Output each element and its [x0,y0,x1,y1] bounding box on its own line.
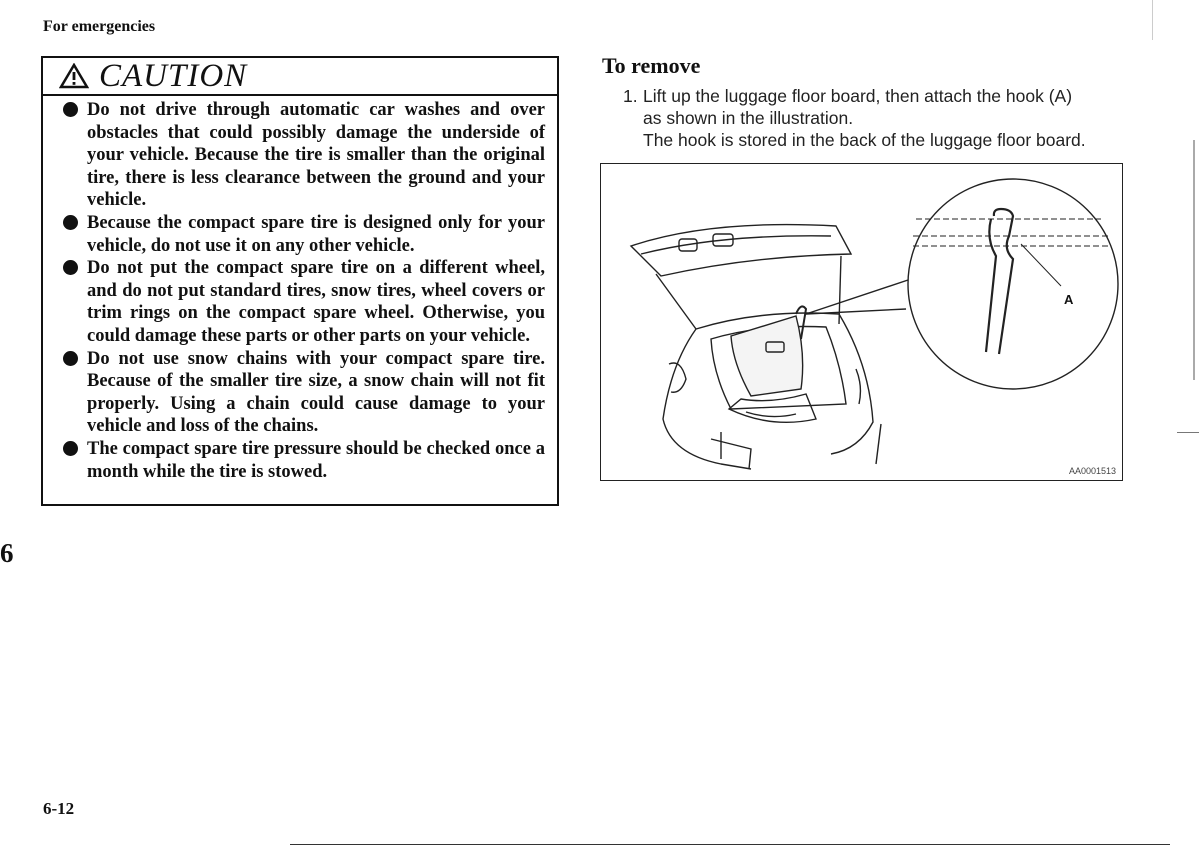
bullet-icon [63,351,78,366]
bullet-icon [63,260,78,275]
margin-mark [1152,0,1153,40]
car-hatch-drawing [601,164,1123,481]
bullet-icon [63,102,78,117]
caution-box [41,56,559,506]
caution-header [43,58,557,96]
step-number: 1. [623,86,638,106]
caution-item-text: The compact spare tire pressure should be checked once a month while the tire is stowed. [87,438,545,482]
page-number: 6-12 [43,799,75,818]
caution-item [63,348,545,438]
figure-code: AA0001513 [1068,466,1116,476]
hook-illustration [600,163,1123,481]
page-edge-shadow [1193,140,1195,380]
caution-item [63,212,545,257]
bullet-icon [63,215,78,230]
caution-title: CAUTION [99,57,248,94]
step-line [623,85,1128,107]
hook-callout-label: A [1064,292,1074,307]
caution-item-text: Because the compact spare tire is designed only for your vehicle, do not use it on any other vehicle. [87,212,545,256]
step-1 [623,85,1128,151]
bottom-rule [290,844,1170,845]
margin-tick [1177,432,1199,433]
step-line: The hook is stored in the back of the luggage floor board. [643,130,1086,150]
running-header: For emergencies [43,18,156,35]
chapter-number: 6 [0,538,14,568]
caution-item [63,438,545,483]
step-line: as shown in the illustration. [643,108,854,128]
step-text: Lift up the luggage floor board, then attach the hook (A) [643,86,1073,106]
warning-triangle-icon [59,63,89,89]
caution-item [63,99,545,212]
caution-list [43,96,557,483]
caution-item-text: Do not use snow chains with your compact spare tire. Because of the smaller tire size, a snow chain will not fit properly. Using a chain could cause damage to your vehicle and loss of the chains. [87,348,545,437]
caution-item [63,257,545,347]
caution-item-text: Do not drive through automatic car washes and over obstacles that could possibly damage the underside of your vehicle. Because the tire is smaller than the original tire, there is less clearance between the ground and your vehicle. [87,100,545,211]
bullet-icon [63,441,78,456]
section-title: To remove [602,53,701,78]
caution-item-text: Do not put the compact spare tire on a different wheel, and do not put standard tires, snow tires, wheel covers or trim rings on the compact spare wheel. Otherwise, you could damage these parts or other parts on your vehicle. [87,258,545,346]
